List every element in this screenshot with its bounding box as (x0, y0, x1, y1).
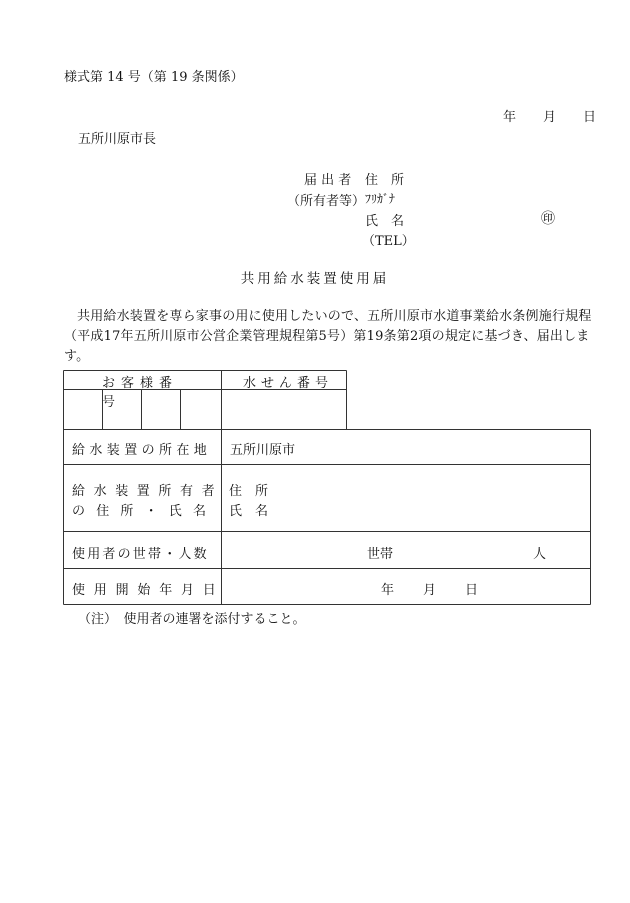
document-title: 共用給水装置使用届 (240, 271, 390, 287)
owner-address-label: 住 所 (229, 484, 269, 499)
start-year-unit: 年 (381, 583, 395, 598)
notifier-owner-label: （所有者等） (287, 194, 366, 209)
location-label: 給水装置の所在地 (72, 443, 212, 458)
notifier-title: 届 出 者 (304, 173, 352, 188)
owner-label-line2: の住所・氏名 (72, 504, 218, 519)
notifier-kana-label: ﾌﾘｶﾞﾅ (365, 192, 396, 206)
households-unit: 世帯 (367, 547, 394, 562)
addressee: 五所川原市長 (78, 132, 157, 147)
start-day-unit: 日 (465, 583, 479, 598)
owner-label-line1: 給水装置所有者 (72, 484, 224, 499)
date-day: 日 (583, 110, 597, 125)
faucet-number-header: 水せん番号 (243, 376, 334, 391)
date-month: 月 (543, 110, 557, 125)
notifier-name-label: 氏 名 (365, 214, 405, 229)
footnote: （注） 使用者の連署を添付すること。 (78, 612, 306, 627)
notifier-tel-label: （TEL） (362, 234, 415, 249)
date-year: 年 (503, 110, 517, 125)
customer-number-digit-3[interactable] (142, 390, 180, 429)
form-number: 様式第 14 号（第 19 条関係） (64, 70, 244, 85)
body-text: 共用給水装置を専ら家事の用に使用したいので、五所川原市水道事業給水条例施行規程（平成17年五所川原市公営企業管理規程第5号）第19条第2項の規定に基づき、届出します。 (64, 309, 592, 364)
customer-number-digit-2[interactable] (103, 390, 141, 429)
faucet-number-field[interactable] (222, 390, 346, 429)
customer-number-digit-1[interactable] (64, 390, 102, 429)
start-month-unit: 月 (423, 583, 437, 598)
users-label: 使用者の世帯・人数 (72, 547, 209, 562)
start-date-label: 使用開始年月日 (72, 583, 225, 598)
location-value: 五所川原市 (230, 443, 296, 458)
persons-unit: 人 (533, 547, 547, 562)
notifier-address-label: 住 所 (365, 173, 405, 188)
customer-number-digit-4[interactable] (181, 390, 221, 429)
seal-mark: ㊞ (541, 211, 555, 227)
customer-number-header-text: お客様番号 (102, 376, 179, 410)
owner-name-label: 氏 名 (229, 504, 269, 519)
